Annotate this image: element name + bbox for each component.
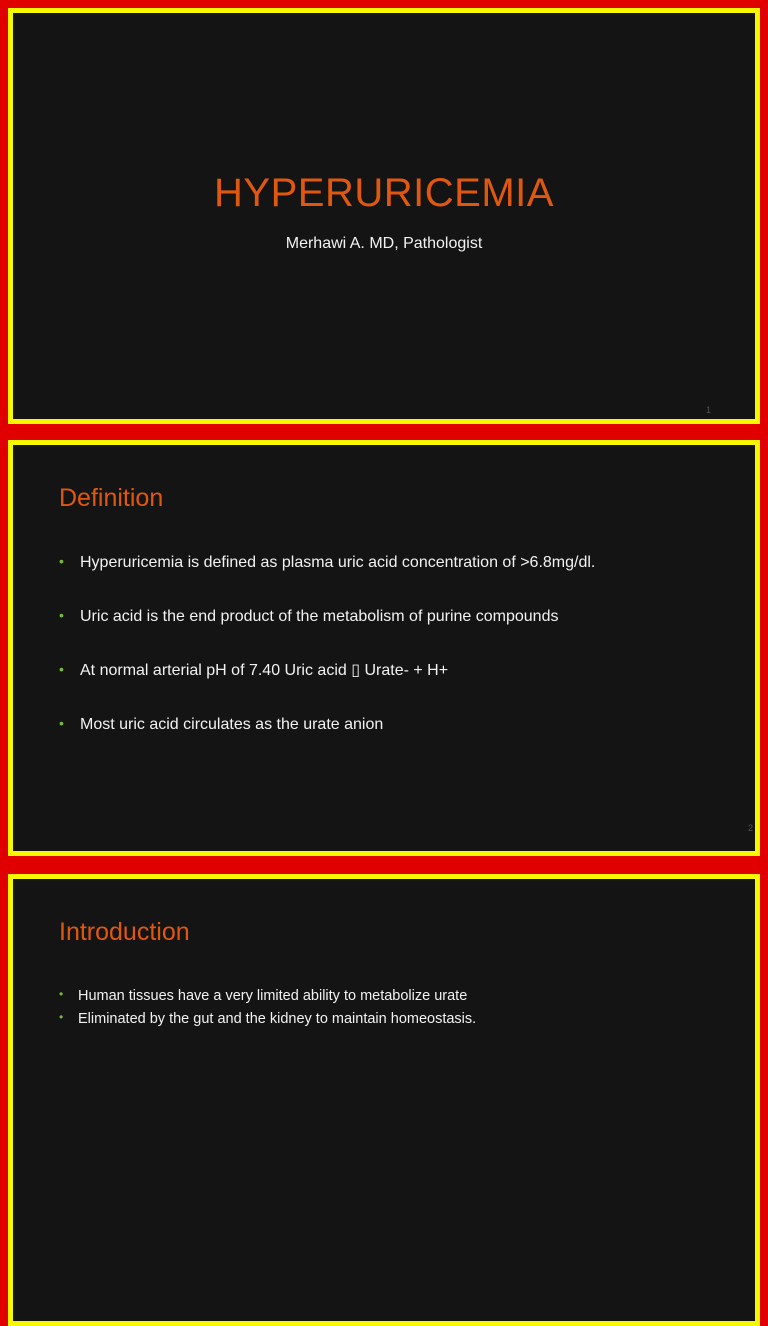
list-item: • Human tissues have a very limited ability to metabolize urate (59, 987, 468, 1004)
bullet-dot-icon: • (59, 661, 64, 677)
presentation-title: HYPERURICEMIA (214, 171, 554, 215)
slide-2 (0, 432, 768, 864)
list-item: • Most uric acid circulates as the urate anion (59, 715, 384, 733)
slide-3 (0, 866, 768, 1306)
slide-number: 1 (705, 405, 711, 415)
list-item: • Uric acid is the end product of the metabolism of purine compounds (59, 607, 559, 625)
slide-frame (8, 874, 760, 1326)
bullet-dot-icon: • (59, 1010, 64, 1024)
slide-1 (0, 0, 768, 432)
slide-heading: Definition (59, 484, 164, 512)
bullet-dot-icon: • (59, 607, 64, 623)
slide-number: 2 (747, 823, 753, 833)
list-item: • Hyperuricemia is defined as plasma uric acid concentration of >6.8mg/dl. (59, 553, 596, 571)
bullet-dot-icon: • (59, 553, 64, 569)
slide-frame (8, 8, 760, 424)
list-item: • At normal arterial pH of 7.40 Uric acid ▯ Urate- + H+ (59, 661, 449, 679)
slide-frame (8, 440, 760, 856)
bullet-dot-icon: • (59, 987, 64, 1001)
bullet-dot-icon: • (59, 715, 64, 731)
list-item: • Eliminated by the gut and the kidney to maintain homeostasis. (59, 1010, 477, 1027)
bullet-list (59, 553, 735, 769)
bullet-list (59, 987, 735, 1033)
slide-heading: Introduction (59, 918, 190, 946)
presentation-subtitle: Merhawi A. MD, Pathologist (285, 235, 483, 252)
